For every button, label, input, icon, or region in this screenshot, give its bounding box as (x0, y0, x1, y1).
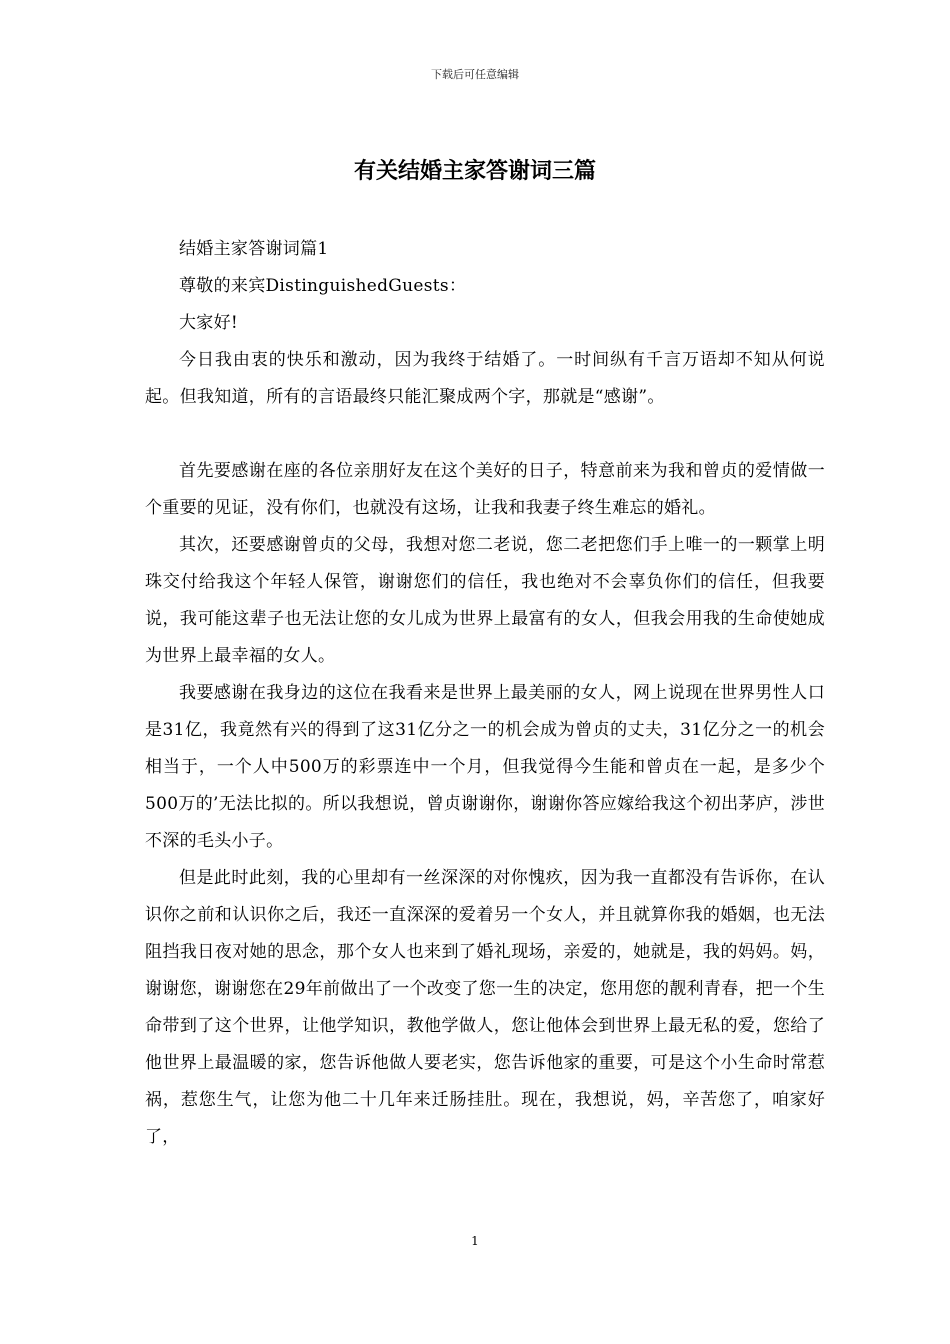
section-heading: 结婚主家答谢词篇1 (179, 239, 329, 259)
paragraph: 其次，还要感谢曾贞的父母，我想对您二老说，您二老把您们手上唯一的一颗掌上明珠交付给我这个年轻人保管，谢谢您们的信任，我也绝对不会辜负你们的信任，但我要说，我可能这辈子也无法让您的女儿成为世界上最富有的女人，但我会用我的生命使她成为世界上最幸福的女人。 (145, 535, 825, 666)
paragraph: 但是此时此刻，我的心里却有一丝深深的对你愧疚，因为我一直都没有告诉你，在认识你之前和认识你之后，我还一直深深的爱着另一个女人，并且就算你我的婚姻，也无法阻挡我日夜对她的思念，那个女人也来到了婚礼现场，亲爱的，她就是，我的妈妈。妈，谢谢您，谢谢您在29年前做出了一个改变了您一生的决定，您用您的靓利青春，把一个生命带到了这个世界，让他学知识，教他学做人，您让他体会到世界上最无私的爱，您给了他世界上最温暖的家，您告诉他做人要老实，您告诉他家的重要，可是这个小生命时常惹祸，惹您生气，让您为他二十几年来迁肠挂肚。现在，我想说，妈，辛苦您了，咱家好了， (145, 868, 825, 1147)
page-number: 1 (471, 1234, 479, 1248)
paragraph: 首先要感谢在座的各位亲朋好友在这个美好的日子，特意前来为我和曾贞的爱情做一个重要的见证，没有你们，也就没有这场，让我和我妻子终生难忘的婚礼。 (145, 461, 825, 518)
paragraph: 今日我由衷的快乐和激动，因为我终于结婚了。一时间纵有千言万语却不知从何说起。但我知道，所有的言语最终只能汇聚成两个字，那就是“感谢”。 (145, 350, 825, 407)
salutation: 尊敬的来宾DistinguishedGuests： (179, 276, 467, 296)
page-header: 下载后可任意编辑 (431, 68, 519, 81)
paragraph: 我要感谢在我身边的这位在我看来是世界上最美丽的女人，网上说现在世界男性人口是31亿，我竟然有兴的得到了这31亿分之一的机会成为曾贞的丈夫，31亿分之一的机会相当于，一个人中500万的彩票连中一个月，但我觉得今生能和曾贞在一起，是多少个500万的’无法比拟的。所以我想说，曾贞谢谢你，谢谢你答应嫁给我这个初出茅庐，涉世不深的毛头小子。 (145, 683, 825, 851)
document-title: 有关结婚主家答谢词三篇 (353, 158, 596, 184)
document-body (145, 231, 825, 1156)
greeting: 大家好! (179, 313, 239, 333)
